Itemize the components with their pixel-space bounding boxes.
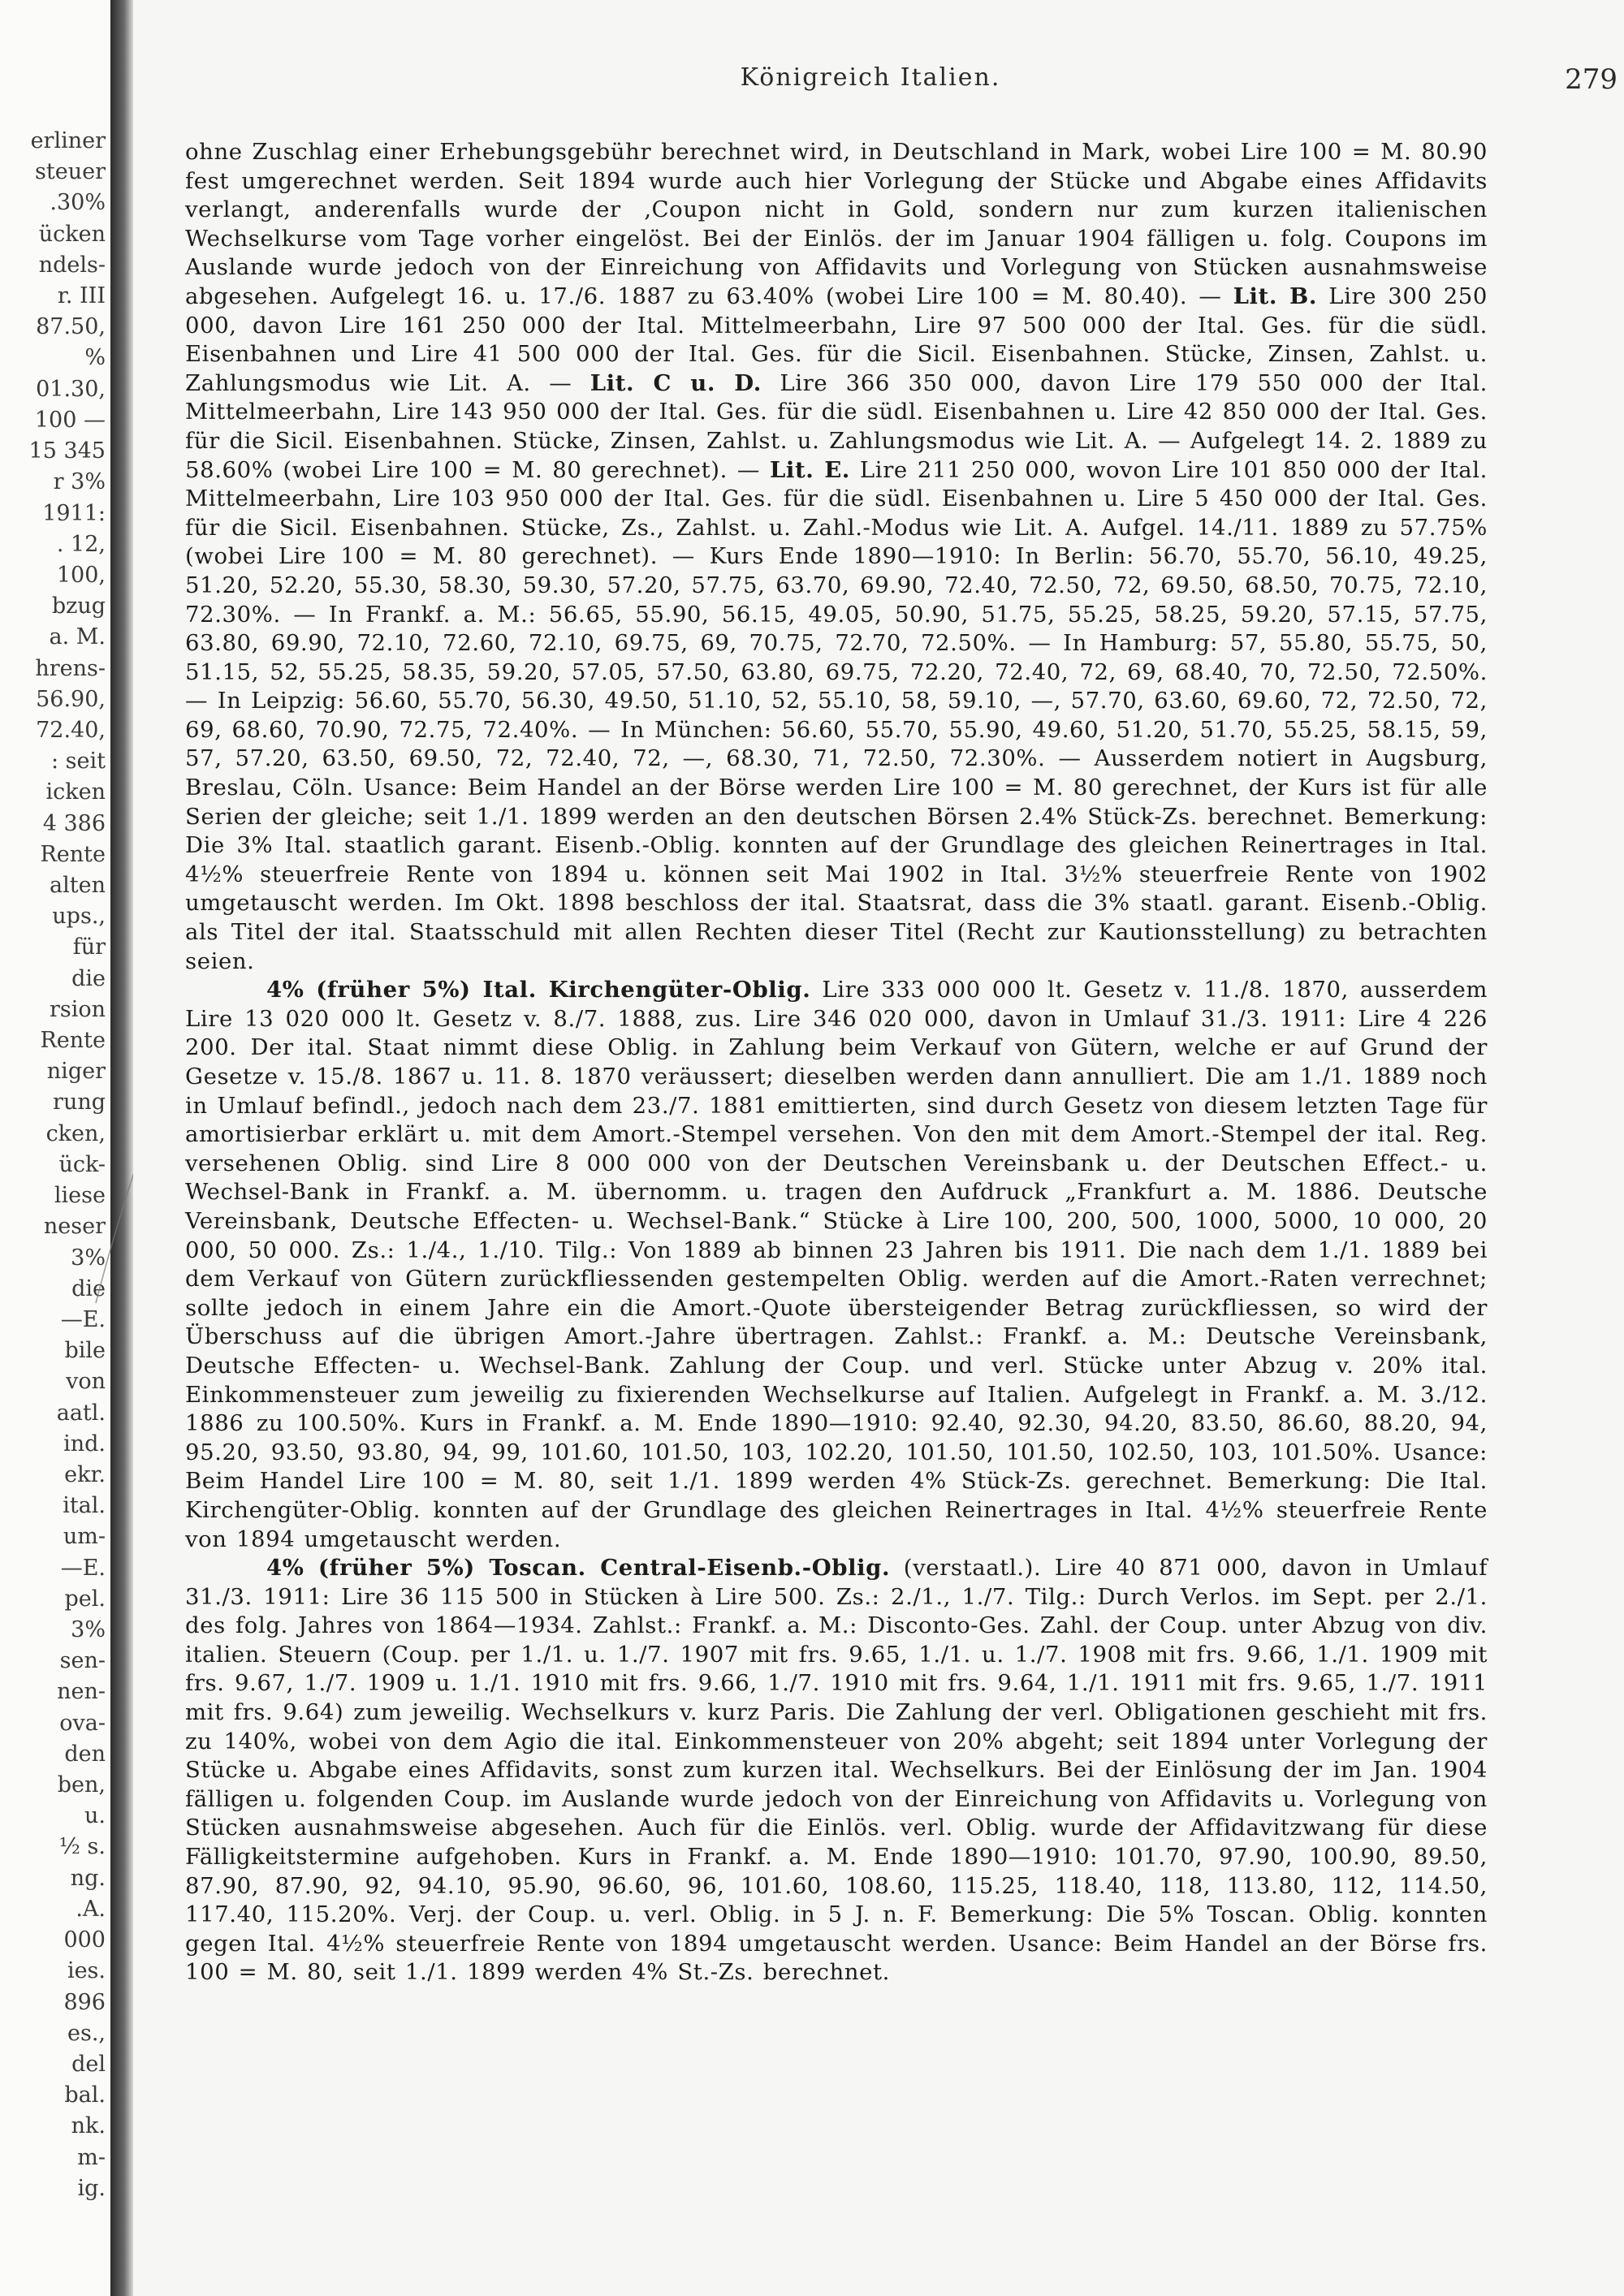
facing-page-fragment: bile <box>64 1338 106 1364</box>
facing-page-edge <box>0 0 110 2296</box>
facing-page-fragment: ies. <box>67 1958 106 1984</box>
facing-page-fragment: nen- <box>57 1679 106 1705</box>
facing-page-fragment: 000 <box>63 1927 106 1953</box>
facing-page-fragment: r. III <box>57 283 106 309</box>
facing-page-fragment: alten <box>50 873 106 898</box>
facing-page-fragment: 100, <box>56 562 106 588</box>
facing-page-fragment: ücken <box>38 221 106 247</box>
facing-page-fragment: pel. <box>64 1586 106 1612</box>
running-title: Königreich Italien. <box>740 63 1001 92</box>
facing-page-fragment: : seit <box>51 749 106 775</box>
facing-page-fragment: hrens- <box>35 655 106 681</box>
paragraph-text: Lire 366 350 000, davon Lire 179 550 000 der Ital. Mittelmeerbahn, Lire 143 950 000 der Ital. Ges. für die südl. Eisenbahnen u. Lire 42 850 000 der Ital. Ges. für die Sicil. Eisenbahnen. Stücke, Zinsen, Zahlst. u. Zahlungsmodus wie Lit. A. — Aufgelegt 14. 2. 1889 zu 58.60% (wobei Lire 100 = M. 80 gerechnet). — <box>185 369 1488 483</box>
facing-page-fragment: 896 <box>63 1989 106 2015</box>
facing-page-fragment: bal. <box>64 2082 106 2108</box>
page-number: 279 <box>1565 63 1618 96</box>
paragraph-text: Lire 300 250 000, davon Lire 161 250 000 der Ital. Mittelmeerbahn, Lire 97 500 000 der Ital. Ges. für die südl. Eisenbahnen und Lire 41 500 000 der Ital. Ges. für die Sicil. Eisenbahnen. Stücke, Zinsen, Zahlst. u. Zahlungsmodus wie Lit. A. — <box>185 283 1488 396</box>
bond-heading: Lit. E. <box>769 456 850 483</box>
facing-page-fragment: ½ s. <box>58 1834 106 1860</box>
book-page <box>133 0 1624 2296</box>
facing-page-fragment: .A. <box>76 1896 106 1922</box>
facing-page-fragment: ig. <box>77 2175 106 2201</box>
facing-page-fragment: nk. <box>71 2113 106 2139</box>
facing-page-fragment: es., <box>67 2020 106 2046</box>
facing-page-fragment: m- <box>77 2144 106 2170</box>
facing-page-fragment: ova- <box>59 1710 106 1736</box>
facing-page-fragment: .30% <box>50 190 106 216</box>
bond-heading: 4% (früher 5%) Ital. Kirchengüter-Oblig. <box>266 977 811 1003</box>
facing-page-fragment: ng. <box>70 1865 106 1891</box>
facing-page-fragment: 3% <box>71 1617 106 1643</box>
facing-page-fragment: die <box>71 1275 106 1301</box>
paragraph <box>185 138 1488 976</box>
facing-page-fragment: a. M. <box>49 624 106 650</box>
facing-page-fragment: niger <box>46 1059 106 1085</box>
facing-page-fragment: erliner <box>30 128 106 153</box>
facing-page-fragment: u. <box>84 1803 106 1829</box>
facing-page-fragment: del <box>71 2051 106 2077</box>
facing-page-fragment: ück- <box>58 1151 106 1177</box>
facing-page-fragment: . 12, <box>56 531 106 557</box>
facing-page-fragment: % <box>84 345 106 371</box>
facing-page-fragment: —E. <box>60 1306 106 1332</box>
facing-page-fragment: bzug <box>51 593 106 619</box>
paragraph <box>185 976 1488 1554</box>
paragraph <box>185 1554 1488 1987</box>
paragraph-text: (verstaatl.). Lire 40 871 000, davon in Umlauf 31./3. 1911: Lire 36 115 500 in Stücken à Lire 500. Zs.: 2./1., 1./7. Tilg.: Durch Verlos. im Sept. per 2./1. des folg. Jahres von 1864—1934. Zahlst.: Frankf. a. M.: Disconto-Ges. Zahl. der Coup. unter Abzug von div. italien. Steuern (Coup. per 1./1. u. 1./7. 1907 mit frs. 9.65, 1./1. u. 1./7. 1908 mit frs. 9.66, 1./1. 1909 mit frs. 9.67, 1./7. 1909 u. 1./1. 1910 mit frs. 9.66, 1./7. 1910 mit frs. 9.64, 1./1. 1911 mit frs. 9.65, 1./7. 1911 mit frs. 9.64) zum jeweilig. Wechselkurs v. kurz Paris. Die Zahlung der verl. Obligationen geschieht mit frs. zu 140%, wobei von dem Agio die ital. Einkommensteuer von 20% abgeht; seit 1894 unter Vorlegung der Stücke u. Abgabe eines Affidavits, sonst zum kurzen ital. Wechselkurs. Bei der Einlösung der im Jan. 1904 fälligen u. folgenden Coup. im Auslande wurde jedoch von der Einreichung von Affidavits u. Vorlegung von Stücken ausnahmsweise abgesehen. Auch für die Einlös. verl. Oblig. wurde der Affidavitzwang für diese Fälligkeitstermine aufgehoben. Kurs in Frankf. a. M. Ende 1890—1910: 101.70, 97.90, 100.90, 89.50, 87.90, 87.90, 92, 94.10, 95.90, 96.60, 96, 101.60, 108.60, 115.25, 118.40, 118, 113.80, 112, 114.50, 117.40, 115.20%. Verj. der Coup. u. verl. Oblig. in 5 J. n. F. Bemerkung: Die 5% Toscan. Oblig. konnten gegen Ital. 4½% steuerfreie Rente von 1894 umgetauscht werden. Usance: Beim Handel an der Börse frs. 100 = M. 80, seit 1./1. 1899 werden 4% St.-Zs. berechnet. <box>185 1555 1488 1986</box>
facing-page-fragment: von <box>66 1369 106 1395</box>
bond-heading: 4% (früher 5%) Toscan. Central-Eisenb.-Oblig. <box>266 1555 891 1582</box>
facing-page-fragment: 15 345 <box>28 438 106 464</box>
facing-page-fragment: 4 386 <box>42 810 106 836</box>
facing-page-fragment: 01.30, <box>36 376 106 402</box>
body-text <box>185 138 1488 1987</box>
facing-page-fragment: ital. <box>63 1493 106 1519</box>
facing-page-fragment: ups., <box>52 904 106 930</box>
facing-page-fragment: cken, <box>45 1120 106 1146</box>
facing-page-fragment: rsion <box>49 996 106 1022</box>
book-gutter <box>110 0 133 2296</box>
facing-page-fragment: 72.40, <box>36 717 106 743</box>
bond-heading: Lit. B. <box>1233 283 1318 309</box>
facing-page-fragment: Rente <box>40 1028 106 1054</box>
facing-page-fragment: liese <box>54 1183 106 1209</box>
facing-page-fragment: um- <box>63 1524 106 1550</box>
facing-page-fragment: ben, <box>57 1772 106 1798</box>
facing-page-fragment: 1911: <box>42 500 106 526</box>
facing-page-fragment: ekr. <box>64 1461 106 1487</box>
facing-page-fragment: den <box>64 1741 106 1767</box>
facing-page-fragment: icken <box>45 779 106 805</box>
facing-page-fragment: die <box>71 965 106 991</box>
facing-page-fragment: rung <box>53 1090 106 1116</box>
page-header <box>185 63 1621 104</box>
paragraph-text: ohne Zuschlag einer Erhebungsgebühr berechnet wird, in Deutschland in Mark, wobei Lire 100 = M. 80.90 fest umgerechnet werden. Seit 1894 wurde auch hier Vorlegung der Stücke und Abgabe eines Affidavits verlangt, anderenfalls wurde der ‚Coupon nicht in Gold, sondern nur zum kurzen italienischen Wechselkurse vom Tage vorher eingelöst. Bei der Einlös. der im Januar 1904 fälligen u. folg. Coupons im Auslande wurde jedoch von der Einreichung von Affidavits und Vorlegung von Stücken ausnahmsweise abgesehen. Aufgelegt 16. u. 17./6. 1887 zu 63.40% (wobei Lire 100 = M. 80.40). — <box>185 139 1488 309</box>
paragraph-text: Lire 211 250 000, wovon Lire 101 850 000 der Ital. Mittelmeerbahn, Lire 103 950 000 der Ital. Ges. für die südl. Eisenbahnen u. Lire 5 450 000 der Ital. Ges. für die Sicil. Eisenbahnen. Stücke, Zs., Zahlst. u. Zahl.-Modus wie Lit. A. Aufgel. 14./11. 1889 zu 57.75% (wobei Lire 100 = M. 80 gerechnet). — Kurs Ende 1890—1910: In Berlin: 56.70, 55.70, 56.10, 49.25, 51.20, 52.20, 55.30, 58.30, 59.30, 57.20, 57.75, 63.70, 69.90, 72.40, 72.50, 72, 69.50, 68.50, 70.75, 72.10, 72.30%. — In Frankf. a. M.: 56.65, 55.90, 56.15, 49.05, 50.90, 51.75, 55.25, 58.25, 59.20, 57.15, 57.75, 63.80, 69.90, 72.10, 72.60, 72.10, 69.75, 69, 70.75, 72.70, 72.50%. — In Hamburg: 57, 55.80, 55.75, 50, 51.15, 52, 55.25, 58.35, 59.20, 57.05, 57.50, 63.80, 69.75, 72.20, 72.40, 72, 69, 68.40, 70, 72.50, 72.50%. — In Leipzig: 56.60, 55.70, 56.30, 49.50, 51.10, 52, 55.10, 58, 59.10, —, 57.70, 63.60, 69.60, 72, 72.50, 72, 69, 68.60, 70.90, 72.75, 72.40%. — In München: 56.60, 55.70, 55.90, 49.60, 51.20, 51.70, 55.25, 58.15, 59, 57, 57.20, 63.50, 69.50, 72, 72.40, 72, —, 68.30, 71, 72.50, 72.30%. — Ausserdem notiert in Augsburg, Breslau, Cöln. Usance: Beim Handel an der Börse werden Lire 100 = M. 80 gerechnet, der Kurs ist für alle Serien der gleiche; seit 1./1. 1899 werden an den deutschen Börsen 2.4% Stück-Zs. berechnet. Bemerkung: Die 3% Ital. staatlich garant. Eisenb.-Oblig. konnten auf der Grundlage des gleichen Reinertrages in Ital. 4½% steuerfreie Rente von 1894 u. können seit Mai 1902 in Ital. 3½% steuerfreie Rente von 1902 umgetauscht werden. Im Okt. 1898 beschloss der ital. Staatsrat, dass die 3% staatl. garant. Eisenb.-Oblig. als Titel der ital. Staatsschuld mit allen Rechten dieser Titel (Recht zur Kautionsstellung) zu betrachten seien. <box>185 456 1488 974</box>
facing-page-fragment: 87.50, <box>36 314 106 340</box>
facing-page-fragment: r 3% <box>53 469 106 495</box>
facing-page-fragment: aatl. <box>56 1400 106 1426</box>
facing-page-fragment: 3% <box>71 1245 106 1271</box>
bond-heading: Lit. C u. D. <box>590 369 762 396</box>
facing-page-fragment: sen- <box>59 1648 106 1674</box>
facing-page-fragment: ndels- <box>38 252 106 278</box>
paragraph-text: Lire 333 000 000 lt. Gesetz v. 11./8. 1870, ausserdem Lire 13 020 000 lt. Gesetz v. 8./7. 1888, zus. Lire 346 020 000, davon in Umlauf 31./3. 1911: Lire 4 226 200. Der ital. Staat nimmt diese Oblig. in Zahlung beim Verkauf von Gütern, welche er auf Grund der Gesetze v. 15./8. 1867 u. 11. 8. 1870 veräussert; dieselben werden dann annulliert. Die am 1./1. 1889 noch in Umlauf befindl., jedoch nach dem 23./7. 1881 emittierten, sind durch Gesetz von diesem letzten Tage für amortisierbar erklärt u. mit dem Amort.-Stempel versehen. Von den mit dem Amort.-Stempel der ital. Reg. versehenen Oblig. sind Lire 8 000 000 von der Deutschen Vereinsbank u. der Deutschen Effect.- u. Wechsel-Bank in Frankf. a. M. übernomm. u. tragen den Aufdruck „Frankfurt a. M. 1886. Deutsche Vereinsbank, Deutsche Effecten- u. Wechsel-Bank.“ Stücke à Lire 100, 200, 500, 1000, 5000, 10 000, 20 000, 50 000. Zs.: 1./4., 1./10. Tilg.: Von 1889 ab binnen 23 Jahren bis 1911. Die nach dem 1./1. 1889 bei dem Verkauf von Gütern zurückfliessenden gestempelten Oblig. werden auf die Amort.-Raten verrechnet; sollte jedoch in einem Jahre ein die Amort.-Quote übersteigender Betrag zurückfliessen, so wird der Überschuss auf die übrigen Amort.-Jahre übertragen. Zahlst.: Frankf. a. M.: Deutsche Vereinsbank, Deutsche Effecten- u. Wechsel-Bank. Zahlung der Coup. und verl. Stücke unter Abzug v. 20% ital. Einkommensteuer zum jeweilig zu fixierenden Wechselkurse auf Italien. Aufgelegt in Frankf. a. M. 3./12. 1886 zu 100.50%. Kurs in Frankf. a. M. Ende 1890—1910: 92.40, 92.30, 94.20, 83.50, 86.60, 88.20, 94, 95.20, 93.50, 93.80, 94, 99, 101.60, 101.50, 103, 102.20, 101.50, 101.50, 102.50, 103, 101.50%. Usance: Beim Handel Lire 100 = M. 80, seit 1./1. 1899 werden 4% Stück-Zs. gerechnet. Bemerkung: Die Ital. Kirchengüter-Oblig. konnten auf der Grundlage des gleichen Reinertrages in Ital. 4½% steuerfreie Rente von 1894 umgetauscht werden. <box>185 977 1488 1552</box>
facing-page-fragment: steuer <box>35 159 106 185</box>
facing-page-fragment: für <box>72 934 106 960</box>
facing-page-fragment: —E. <box>60 1555 106 1581</box>
facing-page-fragment: neser <box>43 1214 106 1240</box>
facing-page-fragment: Rente <box>40 841 106 867</box>
facing-page-fragment: 100 — <box>34 407 106 433</box>
facing-page-fragment: 56.90, <box>36 686 106 712</box>
facing-page-fragment: ind. <box>63 1431 106 1457</box>
